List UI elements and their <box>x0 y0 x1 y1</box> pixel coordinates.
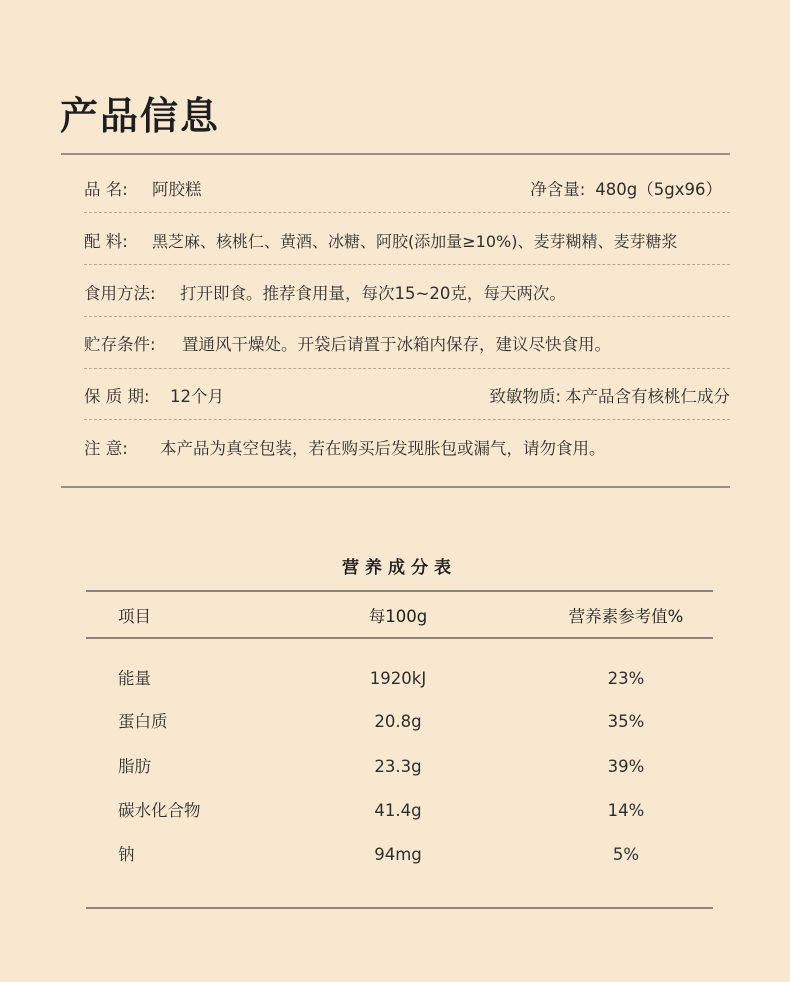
row-carbohydrate-amount: 41.4g <box>374 801 422 820</box>
row-protein-amount: 20.8g <box>374 712 422 731</box>
usage-value: 打开即食。推荐食用量，每次15~20克，每天两次。 <box>180 284 566 303</box>
info-section-bottom-rule <box>61 486 730 488</box>
info-row-name <box>84 172 730 204</box>
net-content-label: 净含量: <box>530 180 586 199</box>
shelf-life-value: 12个月 <box>170 387 224 406</box>
row-divider <box>84 264 730 265</box>
row-carbohydrate-name: 碳水化合物 <box>118 801 201 820</box>
info-row-notice <box>84 431 730 463</box>
row-sodium-amount: 94mg <box>374 845 422 864</box>
row-divider <box>84 316 730 317</box>
usage-label: 食用方法: <box>84 284 156 303</box>
row-fat-amount: 23.3g <box>374 757 422 776</box>
info-row-ingredients <box>84 224 730 256</box>
row-protein-name: 蛋白质 <box>118 712 168 731</box>
row-carbohydrate-nrv: 14% <box>607 801 645 820</box>
page-title: 产品信息 <box>60 94 221 138</box>
row-fat-name: 脂肪 <box>118 757 151 776</box>
row-energy-nrv: 23% <box>607 669 645 688</box>
ingredients-value: 黑芝麻、核桃仁、黄酒、冰糖、阿胶(添加量≥10%)、麦芽糊精、麦芽糖浆 <box>152 231 678 251</box>
allergen-label: 致敏物质: <box>489 387 561 406</box>
row-divider <box>84 212 730 213</box>
nutrition-table-title: 营养成分表 <box>342 558 457 578</box>
net-content-value: 480g（5gx96） <box>595 180 722 199</box>
row-sodium-nrv: 5% <box>612 845 640 864</box>
nutrition-header-rule <box>86 637 713 639</box>
nutrition-bottom-rule <box>86 907 713 909</box>
notice-label: 注 意: <box>84 439 128 458</box>
row-fat-nrv: 39% <box>607 757 645 776</box>
allergen-value: 本产品含有核桃仁成分 <box>565 387 730 406</box>
name-value: 阿胶糕 <box>152 180 202 199</box>
name-label: 品 名: <box>84 180 128 199</box>
row-protein-nrv: 35% <box>607 712 645 731</box>
nutrition-top-rule <box>86 590 713 592</box>
notice-value: 本产品为真空包装，若在购买后发现胀包或漏气，请勿食用。 <box>160 439 606 458</box>
row-divider <box>84 368 730 369</box>
row-energy-amount: 1920kJ <box>369 669 427 688</box>
info-row-shelf-life <box>84 379 730 411</box>
row-energy-name: 能量 <box>118 669 151 688</box>
ingredients-label: 配 料: <box>84 232 128 251</box>
info-row-storage <box>84 327 730 359</box>
row-divider <box>84 419 730 420</box>
storage-label: 贮存条件: <box>84 335 156 354</box>
storage-value: 置通风干燥处。开袋后请置于冰箱内保存，建议尽快食用。 <box>182 335 611 354</box>
shelf-life-label: 保 质 期: <box>84 387 150 406</box>
info-row-usage <box>84 276 730 308</box>
row-sodium-name: 钠 <box>118 845 135 864</box>
header-item: 项目 <box>118 607 151 626</box>
header-nrv: 营养素参考值% <box>568 607 684 626</box>
header-per-100g: 每100g <box>368 607 428 626</box>
title-divider <box>61 153 730 155</box>
